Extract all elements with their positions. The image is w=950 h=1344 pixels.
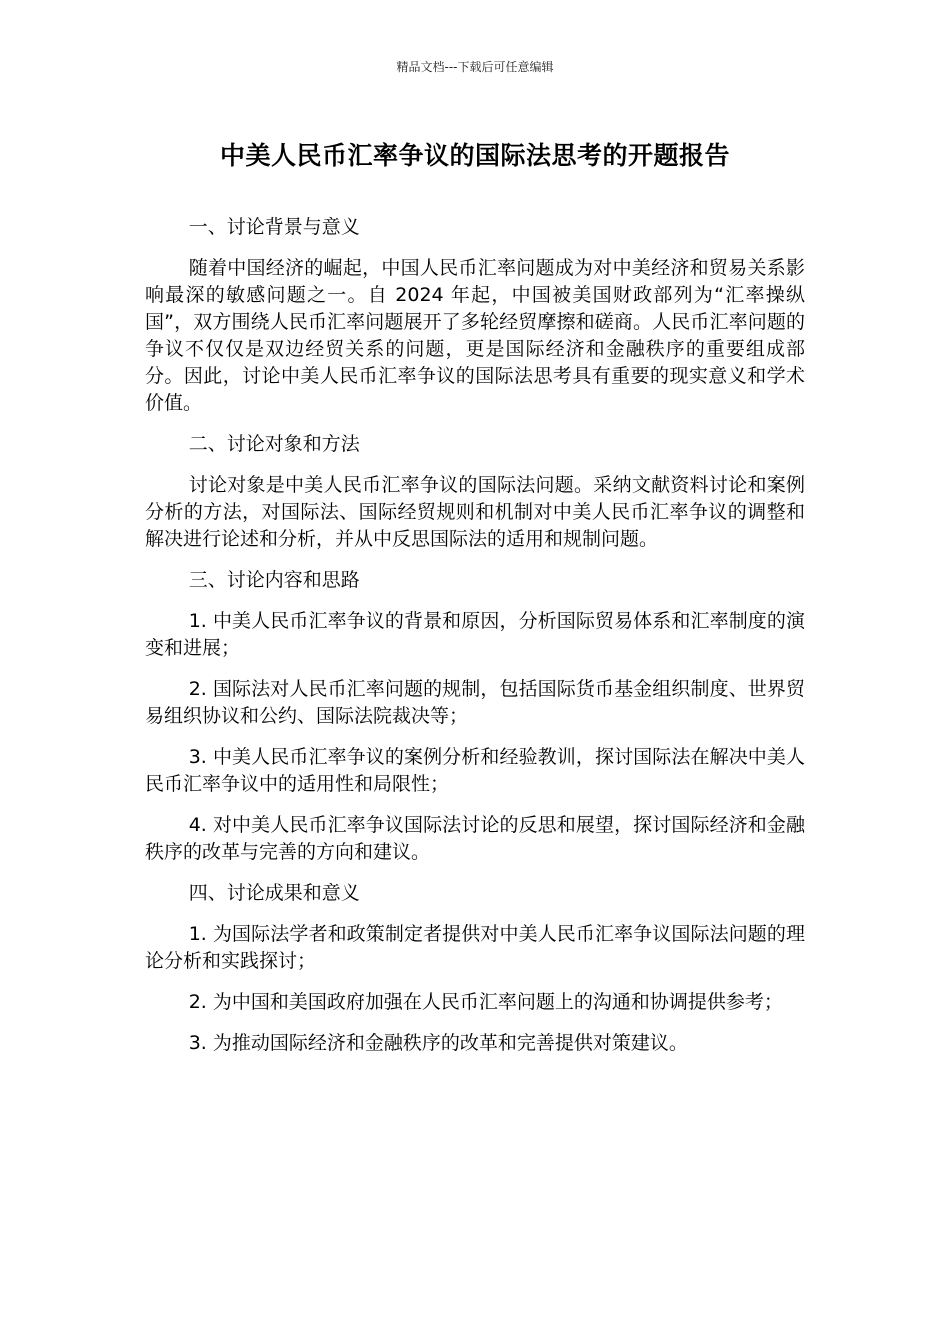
section-heading-background: 一、讨论背景与意义 bbox=[188, 216, 360, 238]
section-heading-content: 三、讨论内容和思路 bbox=[188, 569, 360, 591]
paragraph-method: 讨论对象是中美人民币汇率争议的国际法问题。采纳文献资料讨论和案例分析的方法，对国际法、国际经贸规则和机制对中美人民币汇率争议的调整和解决进行论述和分析，并从中反思国际法的适用和规制问题。 bbox=[145, 474, 805, 550]
list-item-results-1: 1. 为国际法学者和政策制定者提供对中美人民币汇率争议国际法问题的理论分析和实践探讨； bbox=[145, 923, 805, 972]
list-item-content-2: 2. 国际法对人民币汇率问题的规制，包括国际货币基金组织制度、世界贸易组织协议和公约、国际法院裁决等； bbox=[145, 678, 805, 727]
section-heading-results: 四、讨论成果和意义 bbox=[188, 882, 360, 904]
list-item-content-4: 4. 对中美人民币汇率争议国际法讨论的反思和展望，探讨国际经济和金融秩序的改革与完善的方向和建议。 bbox=[145, 814, 805, 863]
paragraph-background: 随着中国经济的崛起，中国人民币汇率问题成为对中美经济和贸易关系影响最深的敏感问题之一。自 2024 年起，中国被美国财政部列为“汇率操纵国”，双方围绕人民币汇率问题展开了多轮经贸摩擦和磋商。人民币汇率问题的争议不仅仅是双边经贸关系的问题，更是国际经济和金融秩序的重要组成部分。因此，讨论中美人民币汇率争议的国际法思考具有重要的现实意义和学术价值。 bbox=[145, 257, 805, 414]
list-item-results-2: 2. 为中国和美国政府加强在人民币汇率问题上的沟通和协调提供参考； bbox=[188, 991, 783, 1013]
list-item-results-3: 3. 为推动国际经济和金融秩序的改革和完善提供对策建议。 bbox=[188, 1032, 688, 1054]
list-item-content-3: 3. 中美人民币汇率争议的案例分析和经验教训，探讨国际法在解决中美人民币汇率争议中的适用性和局限性； bbox=[145, 746, 805, 795]
header-note: 精品文档---下载后可任意编辑 bbox=[396, 60, 554, 74]
document-title: 中美人民币汇率争议的国际法思考的开题报告 bbox=[219, 141, 730, 170]
document-body bbox=[145, 214, 805, 1071]
list-item-content-1: 1. 中美人民币汇率争议的背景和原因，分析国际贸易体系和汇率制度的演变和进展； bbox=[145, 610, 805, 659]
section-heading-method: 二、讨论对象和方法 bbox=[188, 433, 360, 455]
